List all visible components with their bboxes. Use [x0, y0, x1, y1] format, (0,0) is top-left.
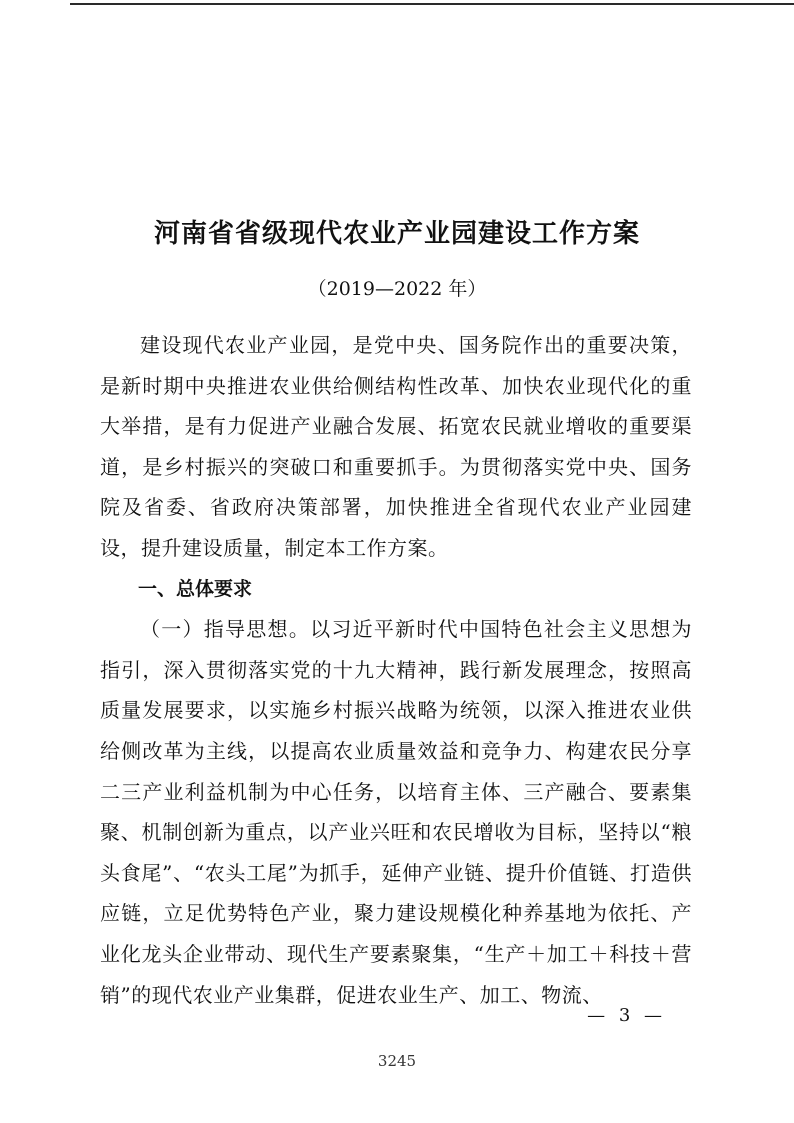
guiding-ideology-paragraph: （一）指导思想。以习近平新时代中国特色社会主义思想为指引，深入贯彻落实党的十九大精神，践行新发展理念，按照高质量发展要求，以实施乡村振兴战略为统领，以深入推进农业供给侧改革为主线，以提高农业质量效益和竞争力、构建农民分享二三产业利益机制为中心任务，以培育主体、三产融合、要素集聚、机制创新为重点，以产业兴旺和农民增收为目标，坚持以“粮头食尾”、“农头工尾”为抓手，延伸产业链、提升价值链、打造供应链，立足优势特色产业，聚力建设规模化种养基地为依托、产业化龙头企业带动、现代生产要素聚集，“生产＋加工＋科技＋营销”的现代农业产业集群，促进农业生产、加工、物流、	[100, 617, 692, 1007]
page-number: — 3 —	[587, 1005, 666, 1026]
document-title: 河南省省级现代农业产业园建设工作方案	[153, 219, 640, 249]
intro-paragraph: 建设现代农业产业园，是党中央、国务院作出的重要决策，是新时期中央推进农业供给侧结构性改革、加快农业现代化的重大举措，是有力促进产业融合发展、拓宽农民就业增收的重要渠道，是乡村振兴的突破口和重要抓手。为贯彻落实党中央、国务院及省委、省政府决策部署，加快推进全省现代农业产业园建设，提升建设质量，制定本工作方案。	[100, 333, 692, 560]
archive-number: 3245	[377, 1052, 417, 1070]
document-subtitle: （2019—2022 年）	[307, 278, 487, 300]
document-body	[100, 325, 692, 1015]
section-heading: 一、总体要求	[138, 577, 253, 600]
